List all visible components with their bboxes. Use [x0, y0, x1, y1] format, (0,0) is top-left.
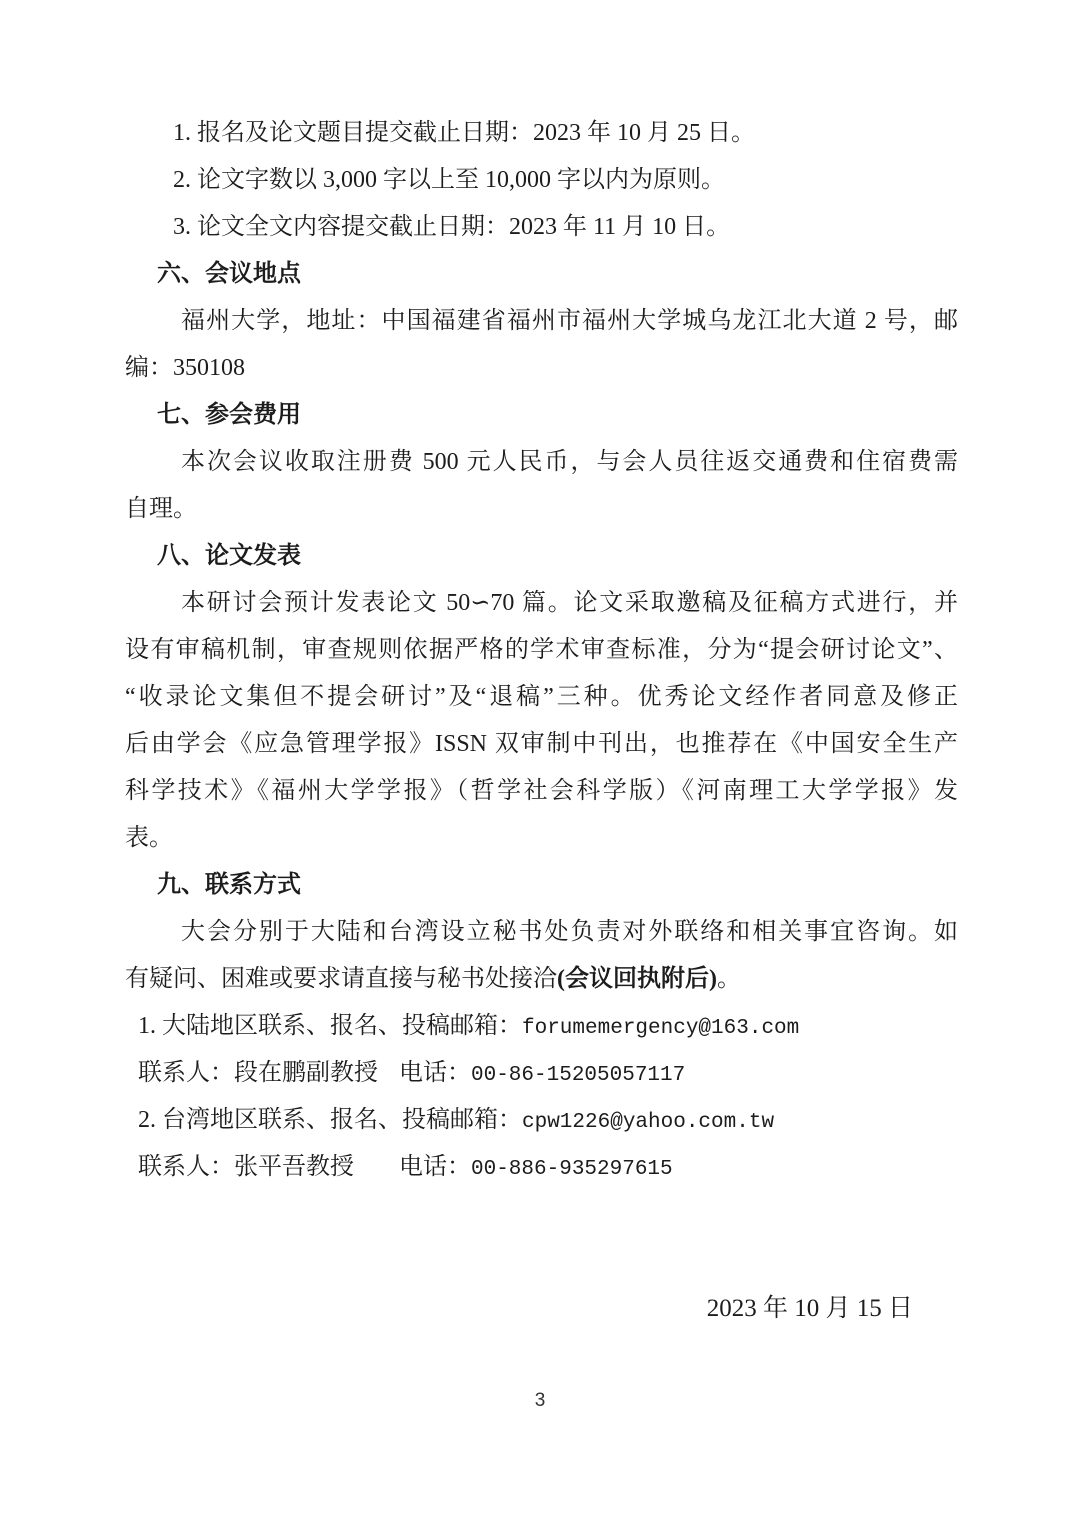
text-line [125, 486, 958, 533]
text-segment: 联系人：段在鹏副教授 [138, 1060, 378, 1086]
text-line [125, 909, 958, 956]
text-line [125, 298, 958, 345]
text-segment: 七、参会费用 [157, 402, 301, 428]
text-segment: 自理。 [125, 496, 197, 522]
text-line [125, 627, 958, 674]
text-segment: 科学技术》《福州大学学报》（哲学社会科学版）《河南理工大学学报》发 [125, 778, 958, 804]
text-segment: 九、联系方式 [157, 872, 301, 898]
text-segment: 1. 报名及论文题目提交截止日期：2023 年 10 月 25 日。 [173, 120, 755, 146]
section-heading [125, 533, 958, 580]
text-segment: 联系人：张平吾教授 [138, 1154, 354, 1180]
text-segment: 本研讨会预计发表论文 50∽70 篇。论文采取邀稿及征稿方式进行，并 [181, 590, 958, 616]
text-segment: 大会分别于大陆和台湾设立秘书处负责对外联络和相关事宜咨询。如 [181, 919, 958, 945]
section-heading [125, 862, 958, 909]
text-segment: 2. 台湾地区联系、报名、投稿邮箱： [138, 1107, 522, 1133]
text-segment: 。 [716, 966, 741, 992]
text-line [125, 439, 958, 486]
document-date: 2023 年 10 月 15 日 [706, 1295, 913, 1322]
text-segment: 后由学会《应急管理学报》ISSN 双审制中刊出，也推荐在《中国安全生产 [125, 731, 958, 757]
email-text: forumemergency@163.com [522, 1017, 800, 1040]
text-line [125, 1144, 958, 1191]
text-line [125, 1050, 958, 1097]
text-segment: 电话： [399, 1154, 471, 1180]
phone-text: 00-886-935297615 [471, 1158, 673, 1181]
text-line [125, 1097, 958, 1144]
text-segment: (会议回执附后) [557, 966, 717, 992]
text-segment: 有疑问、困难或要求请直接与秘书处接洽 [125, 966, 557, 992]
page-number: 3 [534, 1390, 546, 1411]
text-line [125, 815, 958, 862]
section-heading [125, 392, 958, 439]
text-line [125, 721, 958, 768]
text-segment: 福州大学，地址：中国福建省福州市福州大学城乌龙江北大道 2 号，邮 [181, 308, 958, 334]
email-text: cpw1226@yahoo.com.tw [522, 1111, 775, 1134]
text-segment: 表。 [125, 825, 173, 851]
text-segment: 设有审稿机制，审查规则依据严格的学术审查标准，分为“提会研讨论文”、 [125, 637, 958, 663]
text-segment: 本次会议收取注册费 500 元人民币，与会人员往返交通费和住宿费需 [181, 449, 958, 475]
phone-text: 00-86-15205057117 [471, 1064, 686, 1087]
text-segment: 编：350108 [125, 355, 245, 381]
text-segment: “收录论文集但不提会研讨”及“退稿”三种。优秀论文经作者同意及修正 [125, 684, 958, 710]
text-line [125, 1003, 958, 1050]
section-heading [125, 251, 958, 298]
text-line [125, 157, 958, 204]
text-line [125, 580, 958, 627]
text-line [125, 956, 958, 1003]
text-segment: 八、论文发表 [157, 543, 301, 569]
text-line [125, 110, 958, 157]
text-line [125, 674, 958, 721]
document-body [125, 110, 958, 1191]
text-line [125, 345, 958, 392]
text-segment: 六、会议地点 [157, 261, 301, 287]
text-segment: 3. 论文全文内容提交截止日期：2023 年 11 月 10 日。 [173, 214, 731, 240]
text-line [125, 768, 958, 815]
text-segment: 1. 大陆地区联系、报名、投稿邮箱： [138, 1013, 522, 1039]
text-segment: 2. 论文字数以 3,000 字以上至 10,000 字以内为原则。 [173, 167, 725, 193]
text-segment: 电话： [399, 1060, 471, 1086]
text-line [125, 204, 958, 251]
